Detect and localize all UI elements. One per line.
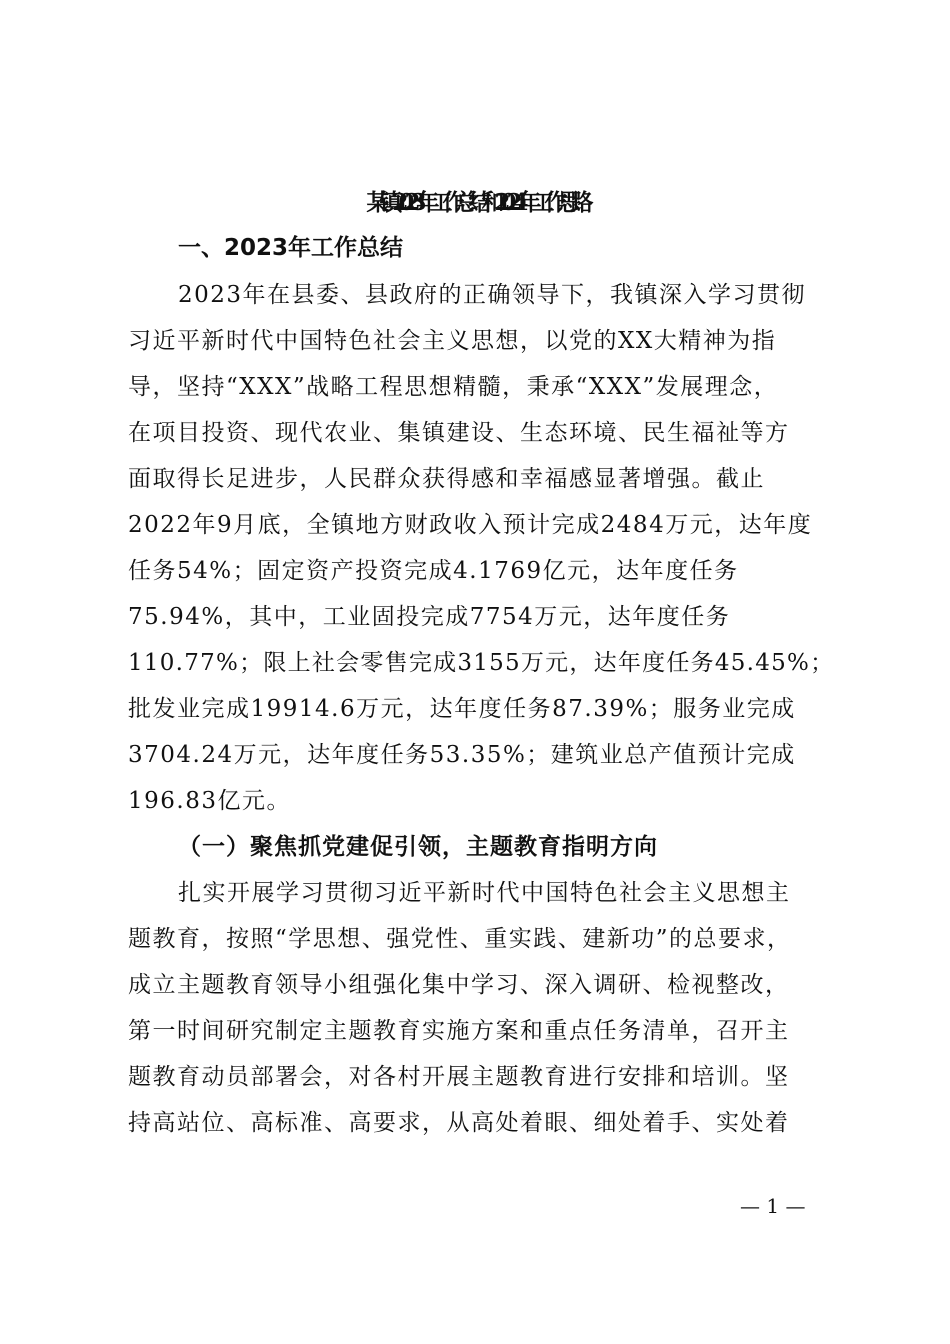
document-title: 某镇2023年工作总结和2024年工作思路 [366,189,584,216]
subsection-heading: （一）聚焦抓党建促引领，主题教育指明方向 [178,834,658,860]
page-number: — 1 — [740,1194,806,1218]
intro-line: 批发业完成19914.6万元，达年度任务87.39%；服务业完成 [128,696,796,722]
intro-line: 在项目投资、现代农业、集镇建设、生态环境、民生福祉等方 [128,420,790,446]
body-line: 成立主题教育领导小组强化集中学习、深入调研、检视整改， [128,972,790,998]
body-line: 第一时间研究制定主题教育实施方案和重点任务清单，召开主 [128,1018,790,1044]
section-heading: 一、2023年工作总结 [178,235,404,261]
body-line: 扎实开展学习贯彻习近平新时代中国特色社会主义思想主 [178,880,791,906]
intro-line: 2022年9月底，全镇地方财政收入预计完成2484万元，达年度 [128,512,813,538]
body-line: 题教育动员部署会，对各村开展主题教育进行安排和培训。坚 [128,1064,790,1090]
intro-line: 110.77%；限上社会零售完成3155万元，达年度任务45.45%； [128,650,835,676]
body-line: 持高站位、高标准、高要求，从高处着眼、细处着手、实处着 [128,1110,790,1136]
intro-line: 2023年在县委、县政府的正确领导下，我镇深入学习贯彻 [178,282,807,308]
intro-line: 习近平新时代中国特色社会主义思想，以党的XX大精神为指 [128,328,777,354]
intro-line: 任务54%；固定资产投资完成4.1769亿元，达年度任务 [128,558,739,584]
intro-line: 导，坚持“XXX”战略工程思想精髓，秉承“XXX”发展理念， [128,374,779,400]
intro-line: 196.83亿元。 [128,788,291,814]
intro-line: 75.94%，其中，工业固投完成7754万元，达年度任务 [128,604,731,630]
intro-line: 面取得长足进步，人民群众获得感和幸福感显著增强。截止 [128,466,765,492]
intro-line: 3704.24万元，达年度任务53.35%；建筑业总产值预计完成 [128,742,796,768]
body-line: 题教育，按照“学思想、强党性、重实践、建新功”的总要求， [128,926,792,952]
